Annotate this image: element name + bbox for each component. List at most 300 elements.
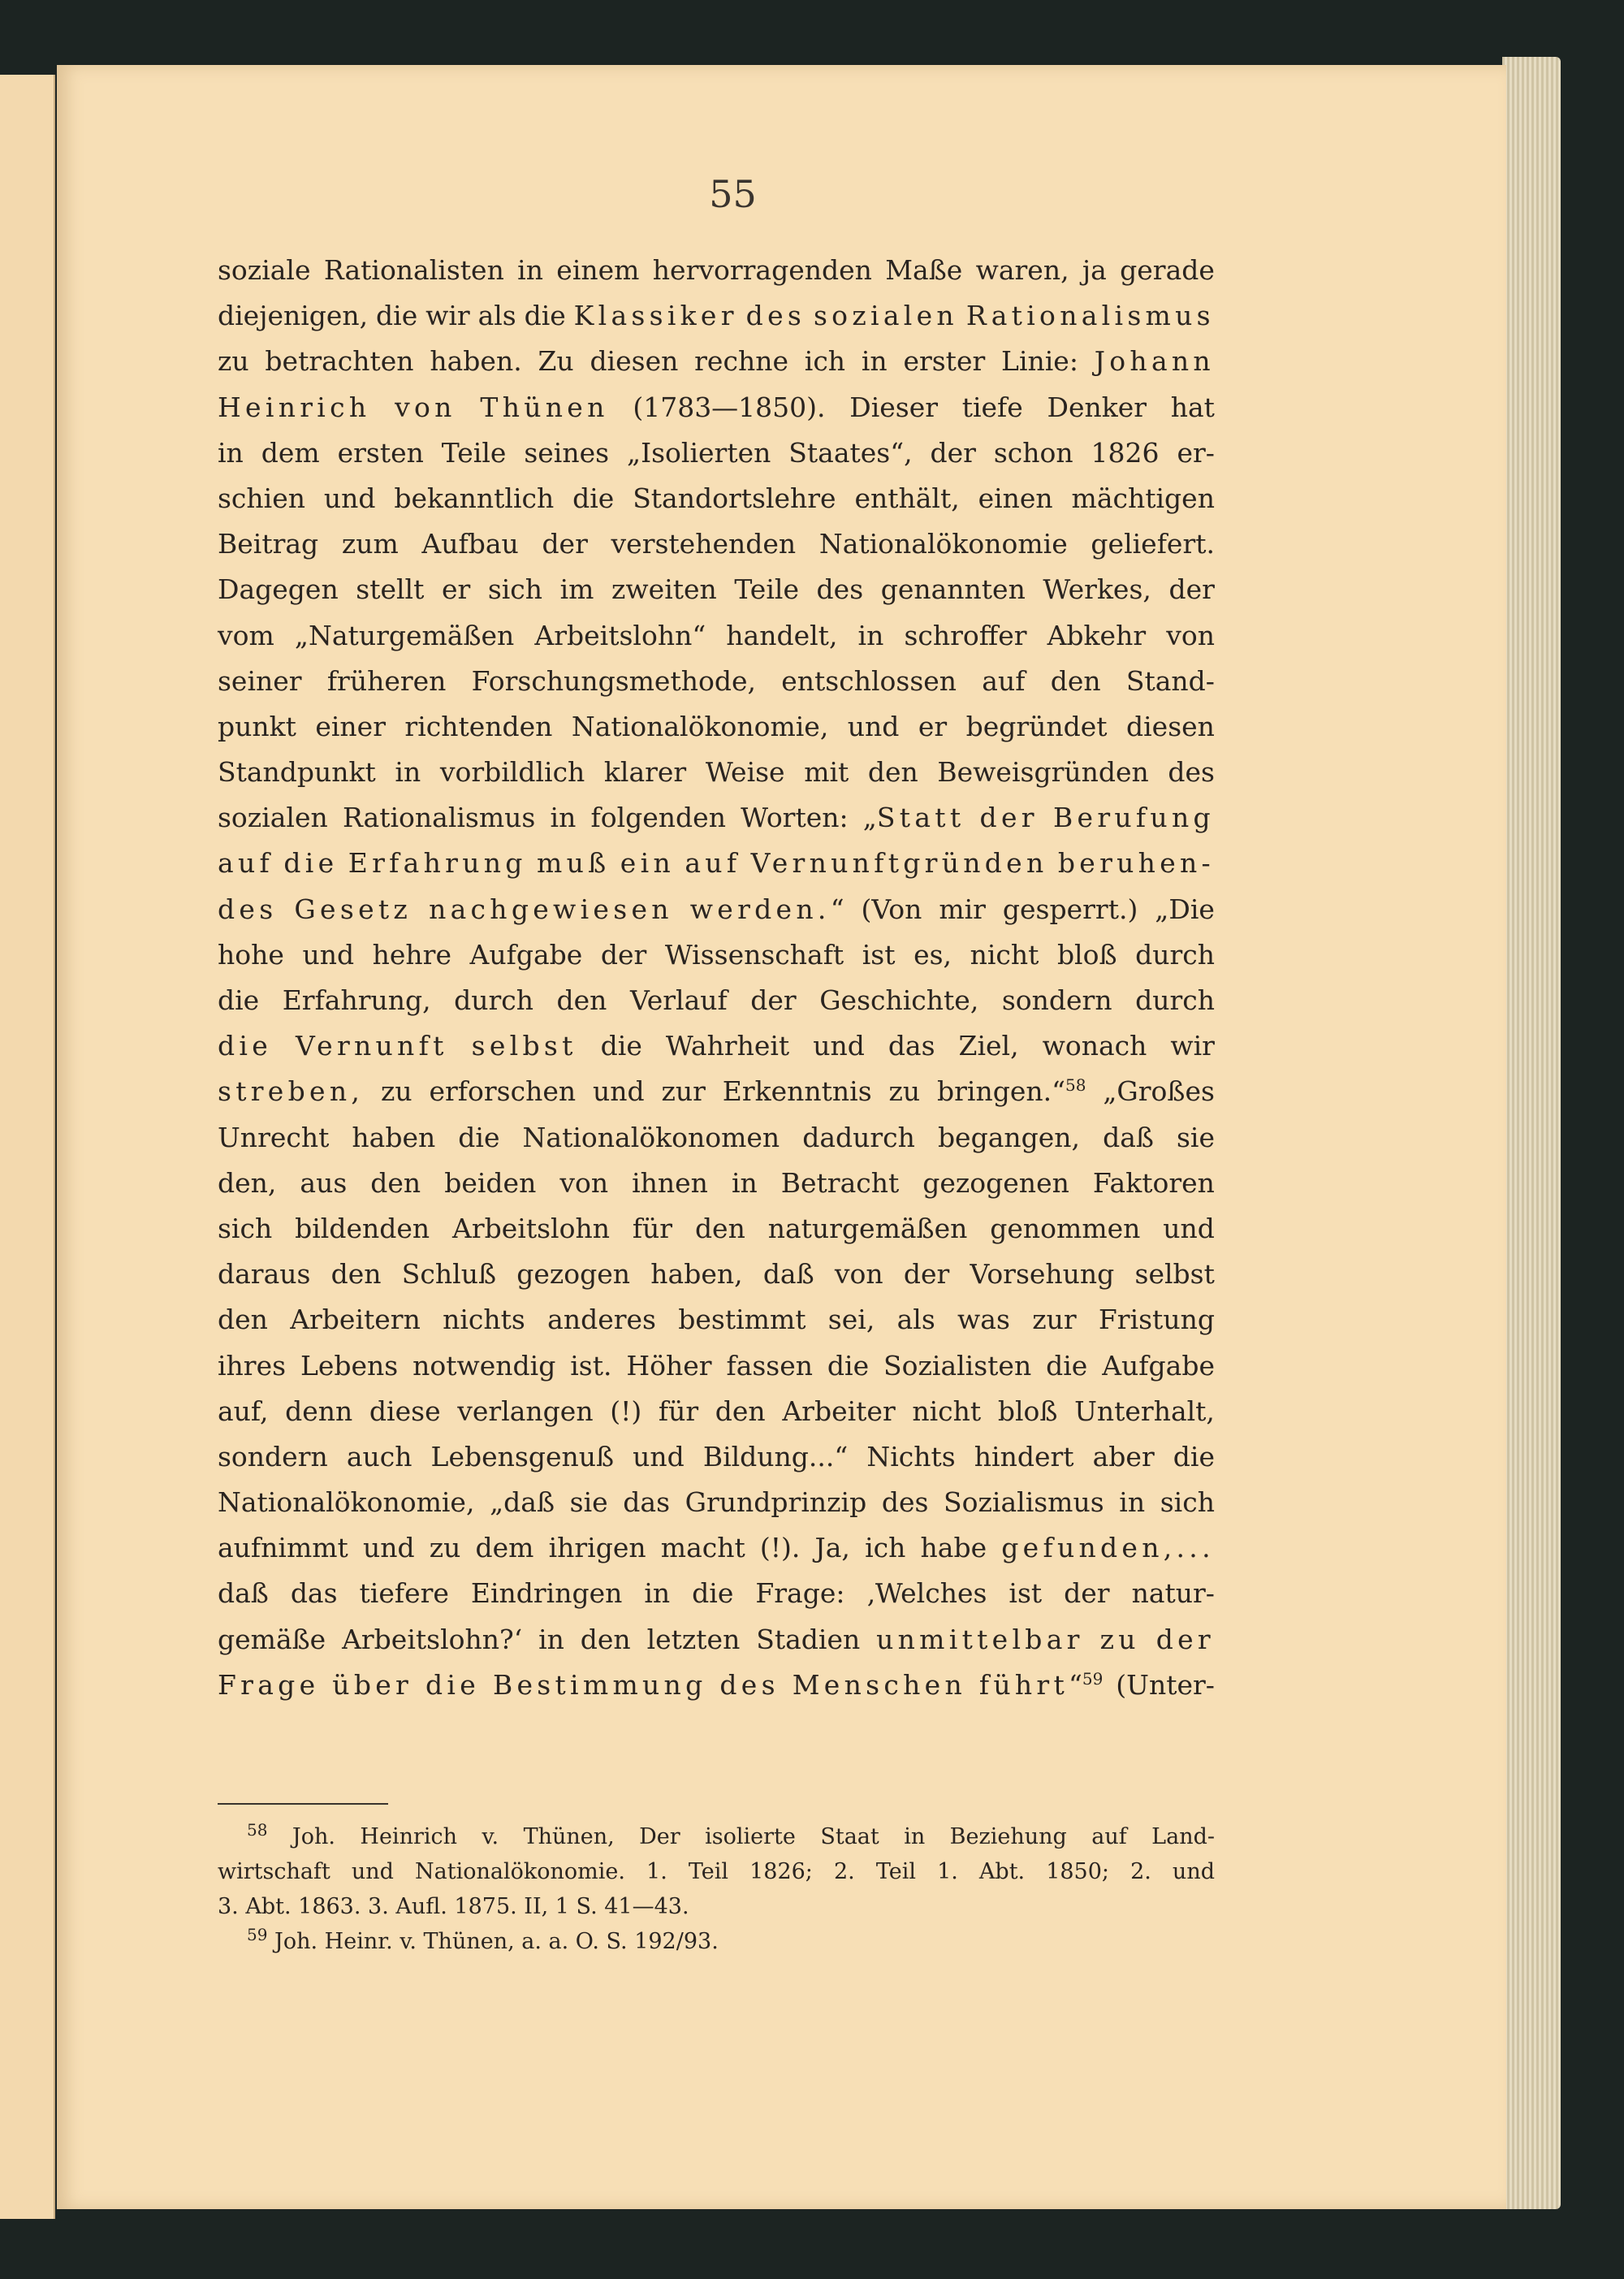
text-segment: sich	[1160, 1486, 1215, 1519]
text-segment: genommen	[990, 1212, 1141, 1244]
word	[802, 1115, 915, 1161]
word	[865, 1525, 905, 1571]
text-segment: der	[930, 436, 976, 469]
word	[591, 795, 726, 841]
word	[218, 385, 370, 430]
word	[324, 476, 376, 521]
text-segment: ist.	[570, 1349, 612, 1382]
spaced-emphasis: unmittelbar	[876, 1623, 1084, 1655]
word	[283, 978, 431, 1023]
word	[1001, 1525, 1215, 1571]
text-segment: zur	[661, 1075, 706, 1108]
text-segment: Aufgabe	[469, 938, 583, 971]
text-segment: als	[896, 1304, 935, 1336]
text-segment: auf,	[218, 1395, 269, 1427]
text-segment: sei,	[827, 1304, 875, 1336]
word	[974, 1434, 1074, 1480]
text-line	[218, 339, 1215, 384]
text-segment: diesen	[590, 345, 679, 378]
text-segment: der	[1064, 1577, 1110, 1610]
text-segment: Maße	[885, 254, 963, 286]
text-segment: bildenden	[295, 1212, 430, 1244]
word	[570, 1343, 611, 1389]
word	[360, 1571, 449, 1616]
text-segment: Betracht	[780, 1166, 900, 1199]
word	[883, 1343, 1031, 1389]
word	[218, 1434, 328, 1480]
text-segment: daß	[218, 1577, 269, 1610]
word	[290, 1297, 421, 1343]
text-line	[218, 841, 1215, 886]
book-page	[57, 65, 1506, 2209]
text-line	[218, 1252, 1215, 1297]
text-segment: bekanntlich	[394, 482, 555, 514]
word	[804, 750, 849, 795]
text-segment: Arbeiter	[782, 1395, 896, 1427]
word	[990, 1206, 1140, 1252]
text-segment: aus	[300, 1166, 348, 1199]
text-segment: er	[441, 573, 471, 606]
word	[218, 750, 376, 795]
spaced-emphasis: beruhen-	[1057, 847, 1215, 880]
word	[395, 385, 456, 430]
spaced-emphasis: werden.	[689, 893, 831, 925]
word	[734, 567, 799, 612]
word	[768, 1206, 968, 1252]
text-segment: Forschungsmethode,	[471, 664, 756, 697]
text-segment: Rationalisten	[323, 254, 504, 286]
word	[442, 430, 507, 476]
word	[300, 1343, 398, 1389]
word	[296, 1023, 448, 1069]
spaced-emphasis: die	[218, 1030, 273, 1062]
word	[218, 430, 244, 476]
word	[937, 750, 1148, 795]
word	[444, 1161, 536, 1206]
text-segment: tiefe	[961, 391, 1023, 423]
text-segment: die	[524, 300, 566, 332]
text-segment: Fristung	[1098, 1304, 1215, 1336]
text-segment: tiefere	[359, 1577, 449, 1610]
word	[994, 430, 1073, 476]
word	[885, 248, 962, 293]
word	[1093, 1161, 1215, 1206]
word	[218, 659, 302, 704]
word	[746, 293, 806, 339]
spaced-emphasis: auf	[685, 847, 741, 880]
word	[601, 932, 646, 978]
word	[572, 476, 614, 521]
word	[356, 567, 424, 612]
word	[472, 659, 756, 704]
text-segment: Werkes,	[1043, 573, 1151, 606]
word	[627, 430, 771, 476]
text-segment: Unrecht	[218, 1121, 330, 1153]
word	[1053, 795, 1215, 841]
text-segment: die	[218, 984, 260, 1016]
text-segment: Lebens	[300, 1349, 399, 1382]
text-line	[218, 248, 1215, 293]
text-segment: diese	[369, 1395, 441, 1427]
spaced-emphasis: die	[283, 847, 339, 880]
text-segment: ja	[1082, 254, 1107, 286]
word	[782, 1389, 895, 1434]
word	[732, 1161, 758, 1206]
text-segment: in	[1119, 1486, 1146, 1519]
text-segment: Grundprinzip	[685, 1486, 867, 1519]
text-segment: „daß	[490, 1486, 555, 1519]
word	[570, 1480, 608, 1525]
word	[547, 1297, 656, 1343]
word	[760, 1525, 801, 1571]
text-segment: als	[477, 300, 516, 332]
word	[819, 521, 1068, 567]
page-number: 55	[709, 172, 757, 216]
word	[1091, 521, 1215, 567]
word	[1135, 932, 1215, 978]
word	[343, 795, 535, 841]
text-segment: bloß	[997, 1395, 1058, 1427]
word	[1126, 704, 1215, 750]
word	[904, 1252, 949, 1297]
word	[982, 659, 1025, 704]
text-segment: Aufbau	[421, 528, 519, 560]
text-segment: Verlauf	[629, 984, 728, 1016]
text-segment: und	[813, 1030, 865, 1062]
text-segment: die	[572, 482, 615, 514]
text-segment: zu	[218, 345, 249, 378]
word	[557, 978, 607, 1023]
word	[443, 1297, 525, 1343]
word	[938, 1115, 1080, 1161]
text-segment: Höher	[626, 1349, 712, 1382]
word	[937, 1069, 1086, 1114]
word	[1051, 659, 1101, 704]
text-segment: handelt,	[726, 619, 838, 651]
text-segment: verlangen	[457, 1395, 594, 1427]
text-segment: Vorsehung	[970, 1258, 1115, 1291]
word	[218, 1297, 268, 1343]
text-segment: in	[550, 802, 577, 834]
word	[348, 841, 527, 886]
word	[478, 293, 516, 339]
text-segment: die	[692, 1577, 734, 1610]
word	[291, 1571, 338, 1616]
text-line	[218, 521, 1215, 567]
word	[690, 887, 844, 932]
word	[848, 704, 900, 750]
word	[218, 841, 274, 886]
spaced-emphasis: Vernunft	[296, 1030, 448, 1062]
spaced-emphasis: über	[332, 1668, 413, 1701]
spaced-emphasis: Erfahrung	[348, 847, 527, 880]
word	[581, 1617, 631, 1663]
text-segment: er-	[1177, 436, 1215, 469]
word	[626, 1343, 711, 1389]
text-line	[218, 385, 1215, 430]
word	[376, 293, 417, 339]
text-segment: haben.	[430, 345, 522, 378]
text-segment: Lebensgenuß	[430, 1440, 615, 1472]
word	[1072, 476, 1215, 521]
text-segment: hervorragenden	[652, 254, 872, 286]
word	[218, 704, 296, 750]
text-segment: einem	[556, 254, 640, 286]
footnote-line	[218, 1889, 1215, 1924]
text-segment: der	[903, 1258, 950, 1291]
word	[966, 704, 1108, 750]
word	[218, 1617, 326, 1663]
page-stack-edge	[1502, 57, 1561, 2209]
text-segment: Nationalökonomie,	[571, 710, 829, 742]
word	[998, 1389, 1058, 1434]
text-segment: Wissenschaft	[664, 938, 844, 971]
spaced-emphasis: Bestimmung	[492, 1668, 707, 1701]
text-line	[218, 1023, 1215, 1069]
text-line	[218, 293, 1215, 339]
spaced-emphasis: Berufung	[1053, 802, 1215, 834]
word	[611, 567, 717, 612]
text-line	[218, 1480, 1215, 1525]
word	[685, 841, 741, 886]
word	[854, 476, 959, 521]
word	[471, 1571, 623, 1616]
word	[472, 1023, 577, 1069]
text-line	[218, 1571, 1215, 1616]
text-segment: letzten	[646, 1623, 741, 1655]
word	[966, 293, 1215, 339]
word	[1074, 1389, 1215, 1434]
footnote-text: Joh. Heinrich v. Thünen, Der isolierte Staat in Beziehung auf Land-	[292, 1824, 1215, 1849]
text-segment: Geschichte,	[819, 984, 979, 1016]
word	[218, 1069, 364, 1114]
text-segment: Nationalökonomie	[818, 528, 1068, 560]
word	[976, 248, 1069, 293]
word	[537, 841, 610, 886]
word	[889, 1069, 921, 1114]
word	[1002, 978, 1112, 1023]
text-segment: soziale	[218, 254, 311, 286]
spaced-emphasis: Heinrich	[218, 391, 371, 423]
word	[218, 978, 259, 1023]
text-segment: und	[362, 1532, 415, 1564]
word	[849, 385, 938, 430]
text-segment: durch	[1135, 984, 1215, 1016]
word	[678, 1297, 806, 1343]
word	[763, 1252, 814, 1297]
word	[863, 795, 965, 841]
word	[1177, 430, 1214, 476]
word	[719, 1663, 779, 1708]
text-segment: er	[918, 710, 948, 742]
text-line	[218, 659, 1215, 704]
text-segment: seines	[524, 436, 610, 469]
spaced-emphasis: streben,	[218, 1075, 365, 1108]
text-line	[218, 1297, 1215, 1343]
word	[828, 1297, 875, 1343]
spaced-emphasis: der	[979, 802, 1039, 834]
word	[429, 887, 673, 932]
text-segment: Weise	[705, 756, 785, 789]
word	[1082, 248, 1107, 293]
text-segment: Arbeitslohn“	[534, 619, 706, 651]
spaced-emphasis: Rationalismus	[965, 300, 1215, 332]
text-segment: haben	[352, 1121, 436, 1153]
word	[218, 1343, 286, 1389]
text-segment: Denker	[1047, 391, 1147, 423]
word	[741, 795, 848, 841]
word	[295, 1206, 430, 1252]
text-segment: bloß	[1056, 938, 1117, 971]
text-line	[218, 704, 1215, 750]
word	[665, 932, 844, 978]
text-segment: die	[827, 1349, 870, 1382]
word	[957, 1297, 1010, 1343]
text-segment: der	[542, 528, 588, 560]
word	[944, 1480, 1104, 1525]
footnote-ref: 58	[1065, 1075, 1086, 1096]
word	[1057, 932, 1117, 978]
spaced-emphasis: Johann	[1094, 345, 1215, 378]
text-segment: hat	[1170, 391, 1215, 423]
footnote-number: 59	[247, 1925, 268, 1944]
word	[534, 613, 706, 659]
text-line	[218, 430, 1215, 476]
text-segment: habe	[920, 1532, 987, 1564]
word	[726, 613, 837, 659]
text-segment: einen	[978, 482, 1053, 514]
text-segment: ersten	[337, 436, 424, 469]
spaced-emphasis: Thünen	[480, 391, 609, 423]
word	[921, 1525, 987, 1571]
word	[524, 430, 609, 476]
word	[525, 293, 566, 339]
text-segment: Ziel,	[958, 1030, 1019, 1062]
word	[1160, 1480, 1215, 1525]
text-segment: „Naturgemäßen	[294, 619, 515, 651]
word	[703, 1434, 848, 1480]
word	[295, 613, 514, 659]
text-segment: sie	[1176, 1121, 1215, 1153]
text-segment: (Unter-	[1116, 1668, 1215, 1701]
text-segment: durch	[1135, 938, 1215, 971]
text-line	[218, 887, 1215, 932]
word	[633, 476, 836, 521]
word	[1155, 887, 1215, 932]
word	[218, 1571, 269, 1616]
word	[817, 567, 864, 612]
text-segment: Nichts	[866, 1440, 956, 1472]
word	[922, 1161, 1069, 1206]
word	[1001, 339, 1078, 384]
text-segment: Eindringen	[470, 1577, 623, 1610]
text-segment: mit	[804, 756, 849, 789]
word	[452, 1206, 610, 1252]
word	[425, 293, 470, 339]
text-segment: des	[881, 1486, 929, 1519]
word	[421, 521, 518, 567]
word	[218, 1206, 272, 1252]
text-segment: den,	[218, 1166, 277, 1199]
text-segment: diesen	[1126, 710, 1215, 742]
word	[862, 932, 896, 978]
word	[430, 1525, 461, 1571]
text-segment: vorbildlich	[439, 756, 585, 789]
text-segment: wir	[1170, 1030, 1215, 1062]
word	[715, 1389, 766, 1434]
word	[862, 339, 888, 384]
word	[342, 1617, 522, 1663]
spaced-emphasis: gefunden,...	[1001, 1532, 1215, 1564]
word	[1102, 1343, 1215, 1389]
text-segment: die	[1173, 1440, 1215, 1472]
word	[888, 1023, 935, 1069]
text-segment: Aufgabe	[1102, 1349, 1215, 1382]
word	[404, 704, 552, 750]
text-segment: begründet	[965, 710, 1108, 742]
word	[285, 1389, 352, 1434]
text-line	[218, 978, 1215, 1023]
word	[904, 613, 1026, 659]
word	[723, 1069, 872, 1114]
text-segment: den	[370, 1166, 421, 1199]
word	[931, 430, 976, 476]
text-segment: hohe	[218, 938, 284, 971]
word	[490, 1480, 555, 1525]
word	[1163, 1206, 1215, 1252]
word	[218, 1023, 272, 1069]
text-segment: im	[559, 573, 594, 606]
text-segment: zu	[429, 1532, 461, 1564]
word	[265, 339, 413, 384]
text-segment: ihnen	[632, 1166, 708, 1199]
text-segment: waren,	[975, 254, 1069, 286]
word	[593, 1069, 645, 1114]
word	[1119, 1480, 1145, 1525]
word	[381, 1069, 412, 1114]
word	[218, 795, 328, 841]
text-segment: in	[538, 1623, 564, 1655]
text-line	[218, 1525, 1215, 1571]
word	[1177, 1115, 1215, 1161]
word	[332, 1663, 412, 1708]
word	[457, 1389, 593, 1434]
word	[959, 1023, 1019, 1069]
word	[815, 1525, 850, 1571]
text-segment: nicht	[970, 938, 1039, 971]
word	[970, 932, 1039, 978]
text-segment: Beitrag	[218, 528, 319, 560]
word	[601, 1023, 642, 1069]
text-segment: Sozialismus	[944, 1486, 1104, 1519]
text-segment: “	[1069, 1668, 1082, 1701]
text-segment: begangen,	[937, 1121, 1081, 1153]
text-segment: diejenigen,	[218, 300, 369, 332]
text-line	[218, 1434, 1215, 1480]
text-line	[218, 932, 1215, 978]
text-segment: dadurch	[802, 1121, 915, 1153]
text-segment: von	[834, 1258, 883, 1291]
text-segment: den	[715, 1395, 766, 1427]
word	[218, 521, 318, 567]
spaced-emphasis: muß	[537, 847, 611, 880]
text-segment: ist	[1009, 1577, 1043, 1610]
text-segment: Linie:	[1001, 345, 1078, 378]
word	[751, 841, 1048, 886]
text-segment: die	[600, 1030, 642, 1062]
word	[402, 1252, 496, 1297]
word	[750, 978, 796, 1023]
